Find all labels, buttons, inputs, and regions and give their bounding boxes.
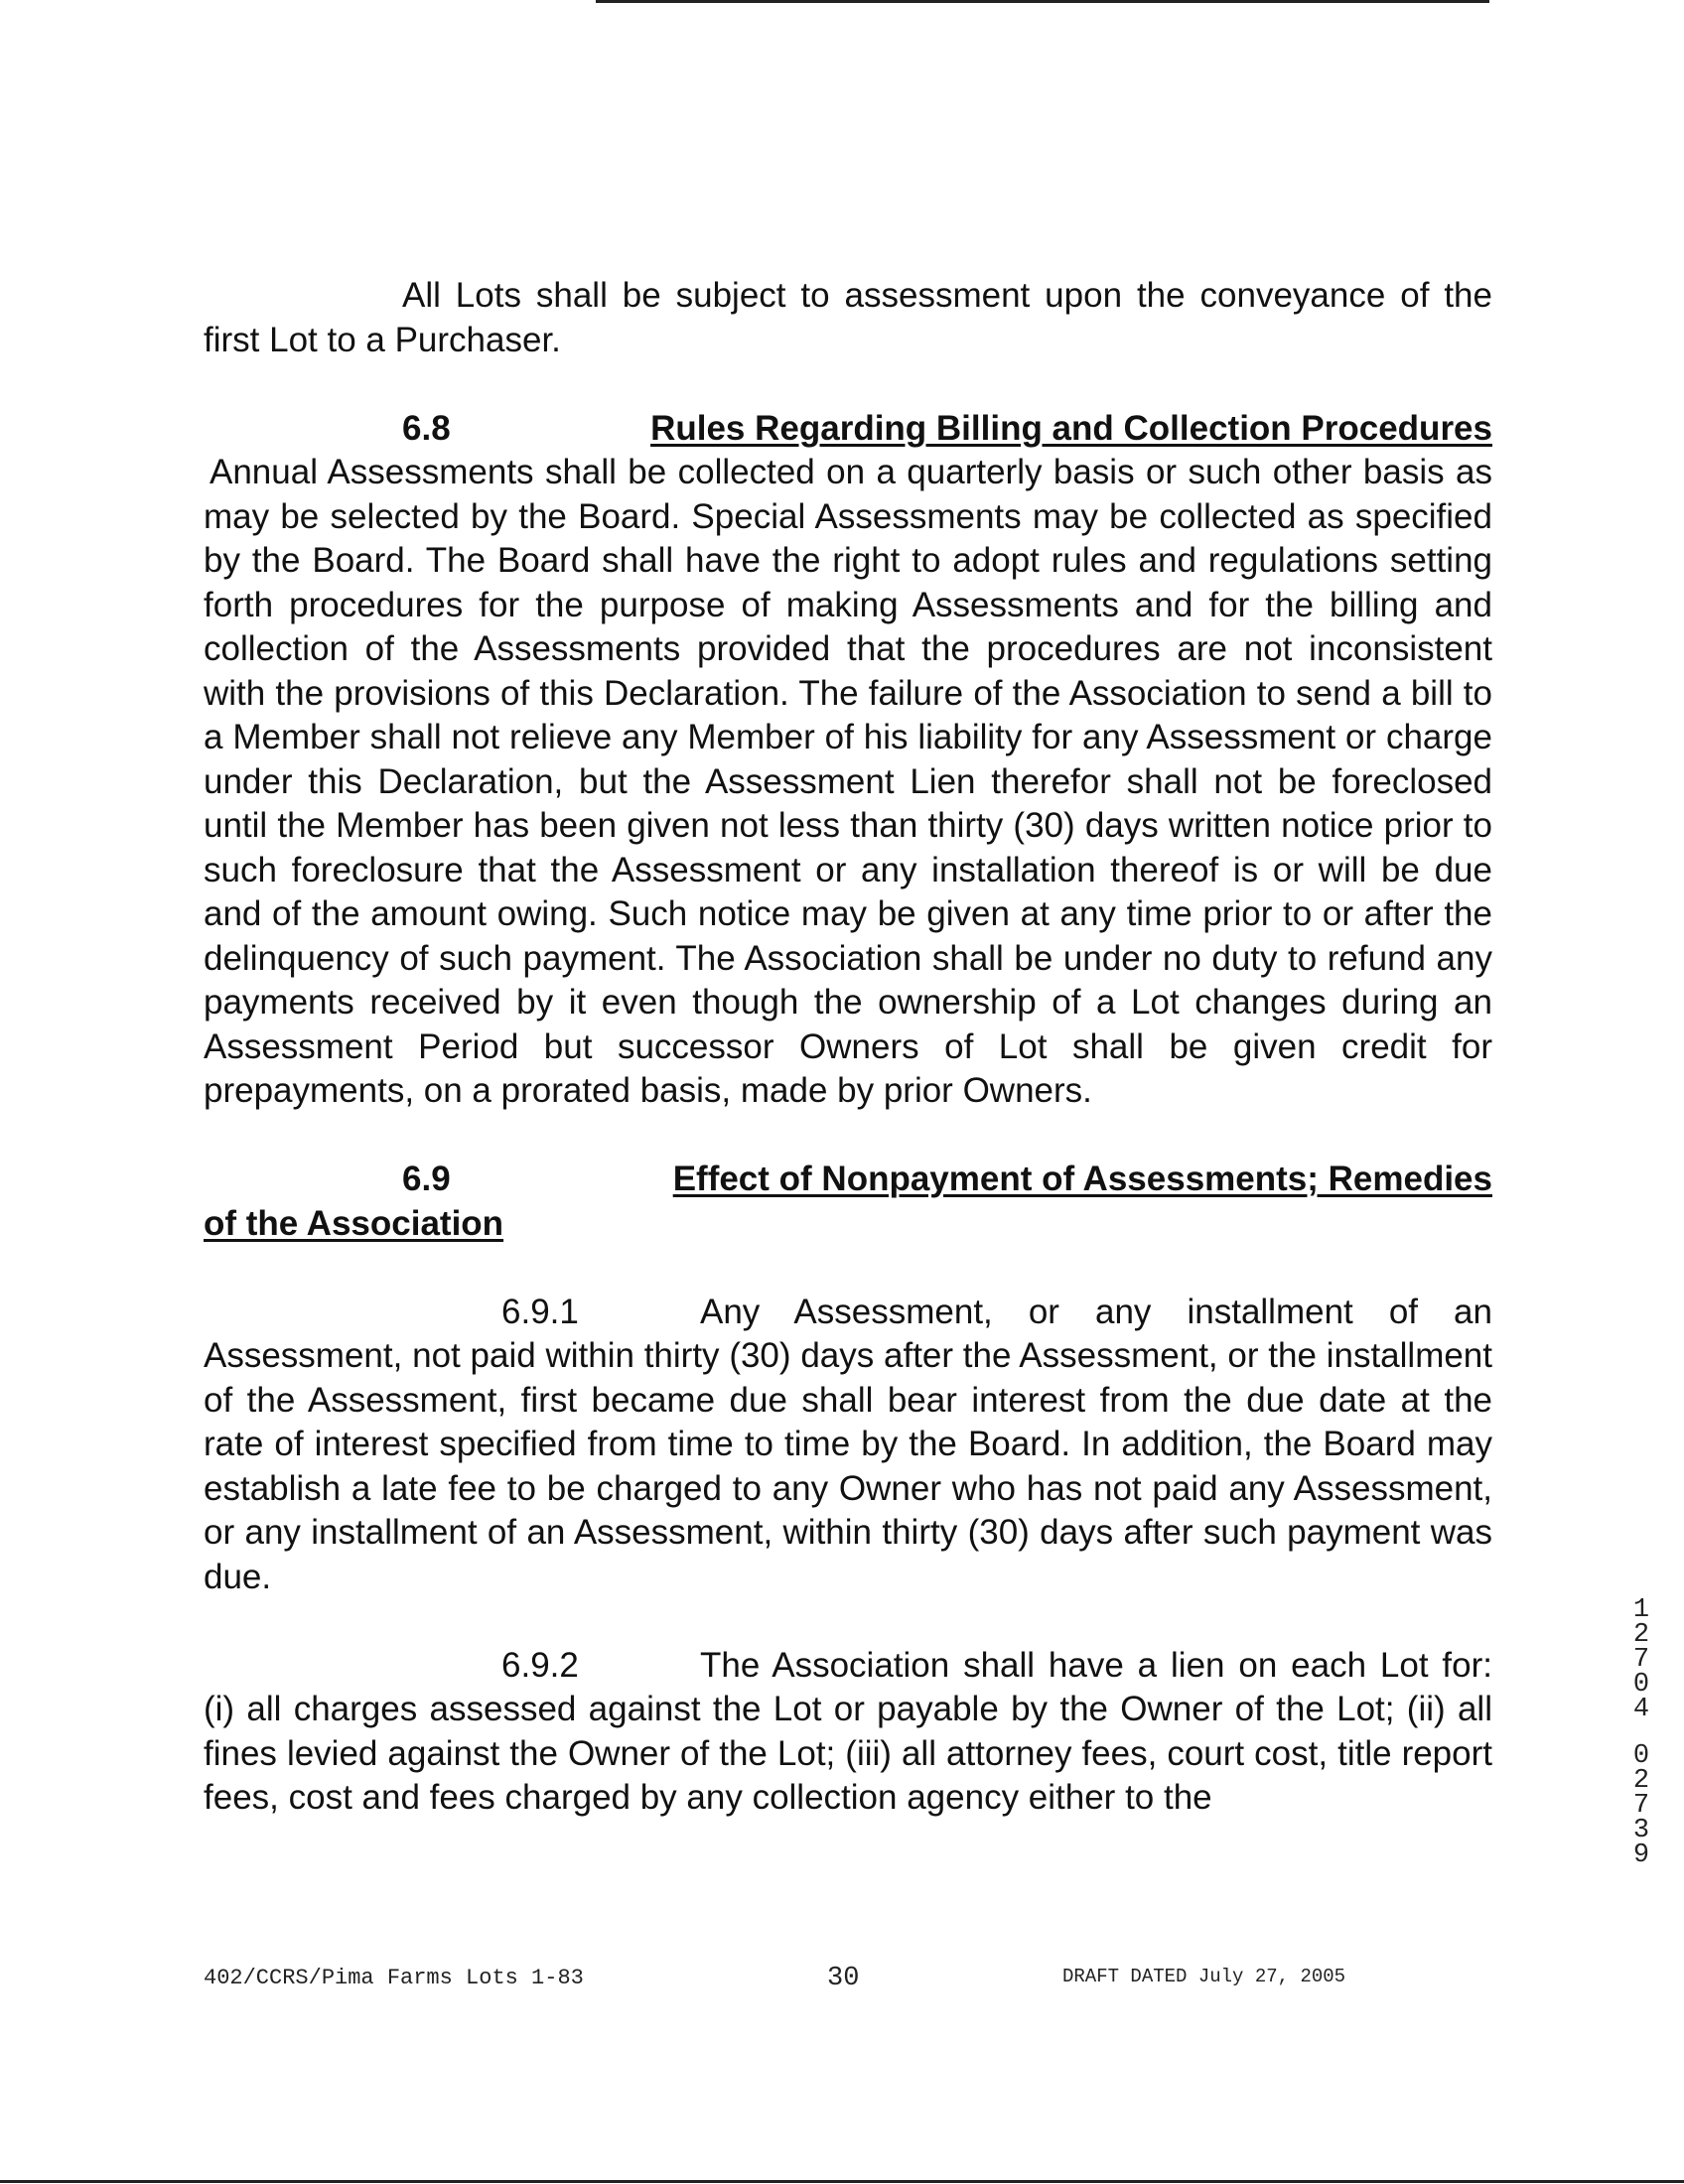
recording-stamp [1628, 1595, 1654, 1870]
footer-draft-date: DRAFT DATED July 27, 2005 [1062, 1966, 1346, 1987]
intro-paragraph: All Lots shall be subject to assessment upon the conveyance of the first Lot to a Purchaser. [204, 276, 1492, 359]
subsection-number: 6.9.2 [501, 1645, 579, 1685]
section-6-8-heading [204, 407, 1492, 452]
footer-page-number: 30 [827, 1964, 860, 1993]
stamp-page: 02739 [1632, 1741, 1650, 1870]
section-6-9-heading-cont [204, 1202, 1492, 1247]
section-6-9-heading [204, 1158, 1492, 1202]
spacer [204, 1246, 1492, 1291]
subsection-text: The Association shall have a lien on each Lot for: (i) all charges assessed against the Lot or payable by the Owner of the Lot; (ii) all fines levied against the Owner of the Lot; (iii) all attorney fees, court cost, title report fees, cost and fees charged by any collection agency either to the [204, 1645, 1492, 1817]
section-title-continued: of the Association [204, 1203, 504, 1243]
section-number: 6.9 [402, 1160, 451, 1198]
scan-edge-top [596, 0, 1489, 3]
section-title: Effect of Nonpayment of Assessments; Remedies [672, 1160, 1492, 1198]
subsection-text: Any Assessment, or any installment of an Assessment, not paid within thirty (30) days after the Assessment, or the installment of the Assessment, first became due shall bear interest from the due date at the rate of interest specified from time to time by the Board. In addition, the Board may establish a late fee to be charged to any Owner who has not paid any Assessment, or any installment of an Assessment, within thirty (30) days after such payment was due. [204, 1292, 1492, 1596]
subsection-number: 6.9.1 [501, 1292, 579, 1331]
document-body [204, 274, 1492, 1821]
section-number: 6.8 [402, 408, 451, 448]
section-title: Rules Regarding Billing and Collection Procedures [650, 408, 1492, 448]
footer-doc-ref: 402/CCRS/Pima Farms Lots 1-83 [204, 1966, 584, 1990]
subsection-6-9-1 [204, 1291, 1492, 1600]
section-6-8-body: Annual Assessments shall be collected on a quarterly basis or such other basis as may be selected by the Board. Special Assessments may be collected as specified by the Board. The Board shall have the right to adopt rules and regulations setting forth procedures for the purpose of making Assessments and for the billing and collection of the Assessments provided that the procedures are not inconsistent with the provisions of this Declaration. The failure of the Association to send a bill to a Member shall not relieve any Member of his liability for any Assessment or charge under this Declaration, but the Assessment Lien therefor shall not be foreclosed until the Member has been given not less than thirty (30) days written notice prior to such foreclosure that the Assessment or any installation thereof is or will be due and of the amount owing. Such notice may be given at any time prior to or after the delinquency of such payment. The Association shall be under no duty to refund any payments received by it even though the ownership of a Lot changes during an Assessment Period but successor Owners of Lot shall be given credit for prepayments, on a prorated basis, made by prior Owners. [204, 453, 1492, 1110]
spacer [204, 1599, 1492, 1644]
scan-edge-bottom [0, 2180, 1684, 2183]
spacer [204, 1114, 1492, 1159]
spacer [204, 362, 1492, 407]
stamp-book: 12704 [1632, 1595, 1650, 1724]
subsection-6-9-2 [204, 1644, 1492, 1821]
